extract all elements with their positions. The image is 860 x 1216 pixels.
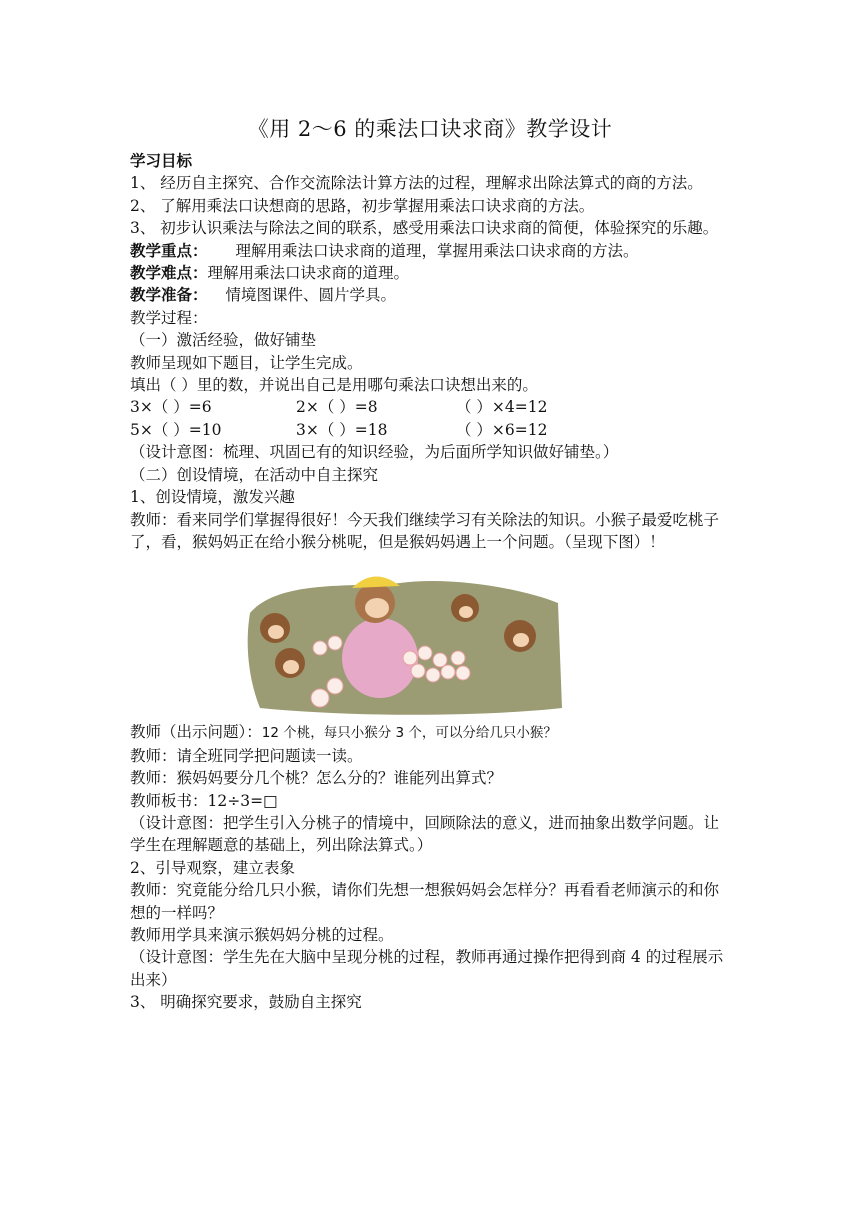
- monkey-peach-picture: [240, 558, 565, 718]
- preparation-text: 情境图课件、圆片学具。: [225, 286, 397, 305]
- part2-design-note: （设计意图：把学生引入分桃子的情境中，回顾除法的意义，进而抽象出数学问题。让学生在理解题意的基础上，列出除法算式。）: [130, 813, 720, 855]
- part2-sub3: 3、 明确探究要求，鼓励自主探究: [130, 993, 362, 1012]
- teacher-read: 教师：请全班同学把问题读一读。: [130, 746, 363, 765]
- part2-design-note-3: （设计意图：学生先在大脑中呈现分桃的过程，教师再通过操作把得到商 4 的过程展示出来）: [130, 948, 724, 989]
- difficulty-line: [130, 262, 734, 284]
- teacher-demo: 教师用学具来演示猴妈妈分桃的过程。: [130, 925, 394, 944]
- preparation-line: [130, 284, 734, 306]
- question-label: 教师（出示问题）：: [130, 723, 262, 742]
- equation: （ ）×6=12: [456, 420, 548, 439]
- goal-item-3: 3、 初步认识乘法与除法之间的联系，感受用乘法口诀求商的简便，体验探究的乐趣。: [130, 219, 719, 238]
- process-heading: 教学过程：: [130, 308, 208, 327]
- goals-heading: 学习目标: [130, 152, 193, 170]
- key-points-text: 理解用乘法口诀求商的道理，掌握用乘法口诀求商的方法。: [235, 241, 639, 260]
- teacher-ask: 教师：猴妈妈要分几个桃？怎么分的？谁能列出算式？: [130, 769, 503, 788]
- teacher-intro: 教师：看来同学们掌握得很好！今天我们继续学习有关除法的知识。小猴子最爱吃桃子了，看，猴妈妈正在给小猴分桃呢，但是猴妈妈遇上一个问题。（呈现下图）！: [130, 510, 720, 551]
- equation: 5×（ ）=10: [130, 420, 222, 439]
- part2-sub2: 2、引导观察，建立表象: [130, 858, 295, 877]
- question-line: [130, 721, 734, 744]
- difficulty-label: 教学难点：: [130, 264, 208, 283]
- part1-line1: 教师呈现如下题目，让学生完成。: [130, 353, 363, 372]
- goal-item-2: 2、 了解用乘法口诀想商的思路，初步掌握用乘法口诀求商的方法。: [130, 196, 595, 215]
- key-points-line: [130, 240, 734, 262]
- equation: （ ）×4=12: [456, 398, 548, 417]
- part2-heading: （二）创设情境，在活动中自主探究: [130, 465, 379, 484]
- document-title: 《用 2～6 的乘法口诀求商》教学设计: [247, 117, 613, 141]
- equation: 3×（ ）=18: [296, 420, 388, 439]
- equation-row-2: [130, 419, 734, 441]
- equation: 2×（ ）=8: [296, 398, 378, 417]
- difficulty-text: 理解用乘法口诀求商的道理。: [207, 264, 410, 283]
- equation-row-1: [130, 396, 734, 418]
- question-text: 12 个桃，每只小猴分 3 个，可以分给几只小猴？: [261, 725, 557, 742]
- part1-line2: 填出（ ）里的数，并说出自己是用哪句乘法口诀想出来的。: [130, 376, 538, 395]
- part1-design-note: （设计意图：梳理、巩固已有的知识经验，为后面所学知识做好铺垫。）: [130, 443, 619, 462]
- goal-item-1: 1、 经历自主探究、合作交流除法计算方法的过程，理解求出除法算式的商的方法。: [130, 174, 703, 193]
- equation: 3×（ ）=6: [130, 398, 212, 417]
- document-body: [130, 150, 734, 1014]
- board-writing: 教师板书：12÷3=□: [130, 791, 278, 810]
- part1-heading: （一）激活经验，做好铺垫: [130, 331, 317, 350]
- monkey-illustration: [130, 553, 734, 721]
- key-points-label: 教学重点：: [130, 241, 208, 260]
- teacher-guide: 教师：究竟能分给几只小猴，请你们先想一想猴妈妈会怎样分？再看看老师演示的和你想的一样吗？: [130, 881, 720, 922]
- preparation-label: 教学准备：: [130, 286, 208, 305]
- part2-sub1: 1、创设情境，激发兴趣: [130, 488, 295, 507]
